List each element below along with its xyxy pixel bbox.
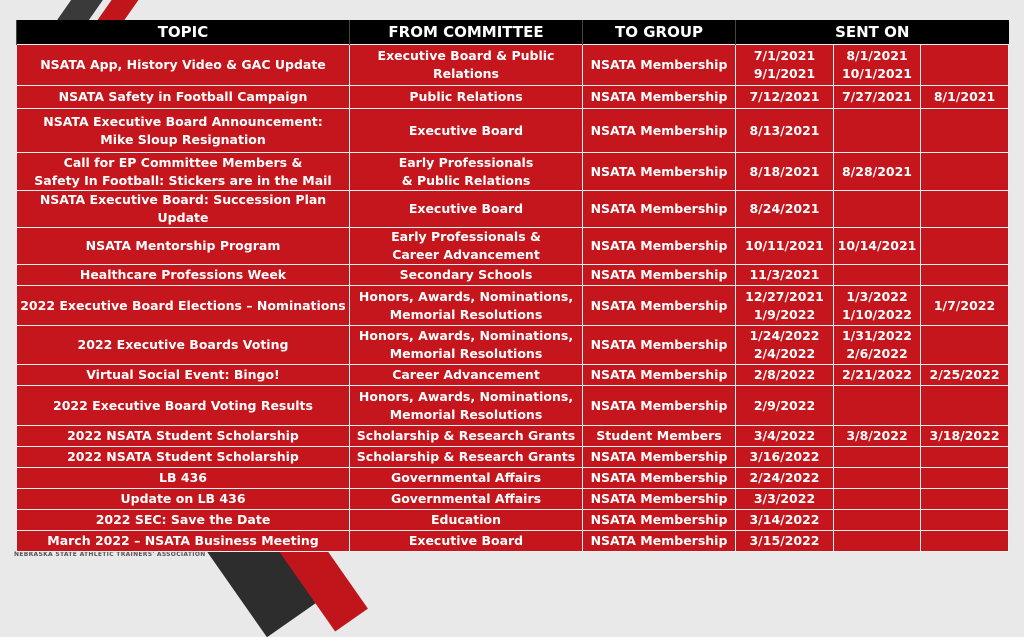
cell-sent-on-1 [736,510,834,531]
cell-to-group: NSATA Membership [583,228,736,265]
cell-to-group: NSATA Membership [583,447,736,468]
cell-sent-on-1-line: 3/14/2022 [749,512,820,527]
table-row [17,153,1009,191]
cell-sent-on-1-line: 1/24/2022 [749,328,820,343]
cell-from-committee [350,489,583,510]
cell-sent-on-2 [834,365,921,386]
table-row [17,228,1009,265]
cell-sent-on-3 [921,386,1009,426]
cell-sent-on-1-line: 2/4/2022 [753,346,816,361]
cell-sent-on-3 [921,447,1009,468]
cell-sent-on-2-line: 2/21/2022 [841,367,912,382]
table-row [17,45,1009,86]
cell-sent-on-1-line: 12/27/2021 [745,288,824,304]
cell-topic-line: Safety In Football: Stickers are in the Mail [34,172,332,188]
cell-topic [17,45,350,86]
table-row [17,86,1009,109]
cell-sent-on-2-line: 8/28/2021 [841,163,912,179]
cell-from-committee-line: Honors, Awards, Nominations, [358,288,574,304]
cell-from-committee-line: Memorial Resolutions [389,306,543,322]
cell-sent-on-2 [834,191,921,228]
cell-from-committee [350,45,583,86]
cell-sent-on-1 [736,365,834,386]
header-to-group: TO GROUP [583,20,736,45]
cell-to-group: NSATA Membership [583,86,736,109]
cell-sent-on-2-line: 1/10/2022 [841,306,912,322]
cell-sent-on-2 [834,531,921,552]
cell-sent-on-2-line: 1/3/2022 [846,288,908,304]
cell-topic-line: Healthcare Professions Week [79,267,287,282]
header-topic: TOPIC [17,20,350,45]
cell-sent-on-2 [834,286,921,326]
cell-sent-on-3 [921,365,1009,386]
cell-sent-on-3 [921,326,1009,365]
cell-to-group: NSATA Membership [583,510,736,531]
cell-from-committee-line: Memorial Resolutions [389,406,543,422]
cell-to-group: NSATA Membership [583,468,736,489]
cell-to-group: NSATA Membership [583,489,736,510]
cell-sent-on-3-line: 1/7/2022 [933,297,996,313]
cell-sent-on-2-line: 10/1/2021 [841,66,912,81]
cell-from-committee [350,326,583,365]
cell-sent-on-1-line: 2/24/2022 [749,470,820,485]
cell-sent-on-1-line: 8/13/2021 [749,122,820,138]
cell-sent-on-2 [834,228,921,265]
cell-from-committee [350,531,583,552]
cell-to-group: NSATA Membership [583,326,736,365]
table-row [17,191,1009,228]
cell-sent-on-1 [736,286,834,326]
cell-topic [17,447,350,468]
cell-topic-line: 2022 Executive Board Elections – Nominations [20,297,346,313]
cell-sent-on-3-line: 3/18/2022 [929,428,1000,443]
cell-sent-on-3 [921,109,1009,153]
cell-sent-on-1 [736,45,834,86]
cell-topic-line: NSATA Executive Board: Succession Plan Update [39,192,327,225]
cell-from-committee-line: Honors, Awards, Nominations, [358,328,574,343]
cell-sent-on-1 [736,447,834,468]
cell-topic-line: NSATA App, History Video & GAC Update [40,57,326,72]
cell-sent-on-1-line: 2/8/2022 [753,367,816,382]
table-row [17,531,1009,552]
cell-sent-on-1 [736,86,834,109]
cell-topic-line: 2022 Executive Boards Voting [77,337,289,352]
communications-schedule-table [16,20,1009,552]
cell-sent-on-3 [921,265,1009,286]
cell-sent-on-2 [834,45,921,86]
cell-from-committee-line: Career Advancement [392,367,540,382]
cell-topic [17,265,350,286]
cell-from-committee-line: Early Professionals [398,154,534,170]
table-row [17,326,1009,365]
cell-from-committee [350,365,583,386]
cell-sent-on-3 [921,468,1009,489]
cell-sent-on-1-line: 8/24/2021 [749,201,820,216]
cell-from-committee-line: Scholarship & Research Grants [356,449,576,464]
cell-from-committee [350,468,583,489]
cell-topic [17,191,350,228]
cell-topic [17,286,350,326]
cell-to-group: NSATA Membership [583,265,736,286]
table-row [17,447,1009,468]
cell-sent-on-2 [834,386,921,426]
cell-topic-line: NSATA Mentorship Program [85,238,281,253]
cell-topic-line: 2022 NSATA Student Scholarship [67,428,299,443]
cell-from-committee [350,265,583,286]
cell-to-group: NSATA Membership [583,365,736,386]
table-row [17,510,1009,531]
cell-sent-on-1 [736,531,834,552]
cell-sent-on-1-line: 11/3/2021 [749,267,820,282]
cell-sent-on-2-line: 1/31/2022 [841,328,912,343]
cell-from-committee-line: Honors, Awards, Nominations, [358,388,574,404]
cell-sent-on-2-line: 10/14/2021 [837,238,917,253]
table-row [17,365,1009,386]
cell-sent-on-3-line: 8/1/2021 [933,89,996,104]
cell-sent-on-2 [834,326,921,365]
cell-from-committee-line: Governmental Affairs [390,470,542,485]
cell-sent-on-3 [921,153,1009,191]
cell-from-committee-line: Public Relations [409,89,523,104]
cell-sent-on-1 [736,265,834,286]
header-sent-on: SENT ON [736,20,1009,45]
cell-from-committee-line: Executive Board & Public Relations [377,48,555,81]
table-row [17,468,1009,489]
table-row [17,386,1009,426]
cell-from-committee [350,286,583,326]
cell-from-committee-line: Memorial Resolutions [389,346,543,361]
cell-sent-on-1 [736,386,834,426]
cell-topic [17,228,350,265]
cell-from-committee-line: Executive Board [408,201,524,216]
cell-sent-on-2-line: 2/6/2022 [846,346,908,361]
cell-sent-on-1 [736,489,834,510]
cell-sent-on-1 [736,228,834,265]
cell-from-committee [350,153,583,191]
cell-topic-line: Mike Sloup Resignation [100,131,266,147]
cell-sent-on-3 [921,510,1009,531]
cell-sent-on-3 [921,286,1009,326]
cell-from-committee [350,86,583,109]
table-row [17,489,1009,510]
cell-topic [17,153,350,191]
cell-topic-line: 2022 Executive Board Voting Results [53,397,313,413]
cell-topic-line: Call for EP Committee Members & [63,154,303,170]
cell-sent-on-3 [921,489,1009,510]
cell-sent-on-3 [921,45,1009,86]
table-row [17,109,1009,153]
cell-from-committee [350,386,583,426]
table-row [17,265,1009,286]
cell-from-committee [350,426,583,447]
cell-from-committee [350,228,583,265]
cell-to-group: NSATA Membership [583,109,736,153]
cell-topic-line: Virtual Social Event: Bingo! [86,367,280,382]
cell-topic-line: Update on LB 436 [120,491,246,506]
cell-from-committee [350,510,583,531]
cell-sent-on-2 [834,510,921,531]
cell-from-committee-line: Education [431,512,501,527]
cell-sent-on-1-line: 1/9/2022 [753,306,816,322]
cell-sent-on-1-line: 3/4/2022 [753,428,816,443]
cell-sent-on-2 [834,86,921,109]
cell-sent-on-2 [834,153,921,191]
cell-topic-line: 2022 NSATA Student Scholarship [67,449,299,464]
cell-sent-on-2-line: 3/8/2022 [846,428,908,443]
cell-topic [17,386,350,426]
cell-from-committee-line: Secondary Schools [399,267,533,282]
cell-topic-line: LB 436 [159,470,207,485]
header-row [17,20,1009,45]
cell-sent-on-1-line: 9/1/2021 [753,66,816,81]
cell-sent-on-1-line: 3/16/2022 [749,449,820,464]
cell-sent-on-2 [834,265,921,286]
footer-brand: NEBRASKA STATE ATHLETIC TRAINERS' ASSOCIATION [14,551,206,558]
cell-from-committee-line: Career Advancement [392,247,540,262]
cell-topic [17,510,350,531]
cell-sent-on-2 [834,109,921,153]
cell-topic [17,426,350,447]
header-from-committee: FROM COMMITTEE [350,20,583,45]
cell-sent-on-1-line: 10/11/2021 [745,238,824,253]
cell-topic-line: 2022 SEC: Save the Date [95,512,271,527]
cell-sent-on-3 [921,86,1009,109]
cell-sent-on-2-line: 7/27/2021 [841,89,912,104]
cell-to-group: NSATA Membership [583,286,736,326]
cell-topic [17,365,350,386]
cell-from-committee [350,109,583,153]
cell-sent-on-1-line: 7/12/2021 [749,89,820,104]
table-row [17,286,1009,326]
cell-to-group: Student Members [583,426,736,447]
cell-from-committee [350,447,583,468]
cell-sent-on-2-line: 8/1/2021 [846,48,908,63]
cell-from-committee-line: & Public Relations [401,172,531,188]
cell-sent-on-3-line: 2/25/2022 [929,367,1000,382]
cell-to-group: NSATA Membership [583,386,736,426]
cell-to-group: NSATA Membership [583,153,736,191]
cell-sent-on-1 [736,426,834,447]
cell-sent-on-2 [834,426,921,447]
cell-sent-on-1 [736,326,834,365]
cell-sent-on-1 [736,153,834,191]
cell-from-committee-line: Governmental Affairs [390,491,542,506]
cell-from-committee-line: Early Professionals & [391,229,541,244]
cell-topic [17,531,350,552]
cell-sent-on-3 [921,531,1009,552]
cell-sent-on-1-line: 3/3/2022 [753,491,816,506]
table-row [17,426,1009,447]
cell-sent-on-1-line: 8/18/2021 [749,163,820,179]
cell-sent-on-3 [921,191,1009,228]
cell-to-group: NSATA Membership [583,45,736,86]
cell-sent-on-3 [921,426,1009,447]
cell-topic-line: March 2022 – NSATA Business Meeting [47,533,319,548]
cell-sent-on-2 [834,489,921,510]
cell-sent-on-1-line: 2/9/2022 [753,397,816,413]
cell-to-group: NSATA Membership [583,191,736,228]
cell-sent-on-1-line: 7/1/2021 [753,48,816,63]
cell-topic [17,86,350,109]
cell-from-committee-line: Executive Board [408,122,524,138]
cell-sent-on-1 [736,468,834,489]
cell-topic [17,109,350,153]
cell-sent-on-1 [736,191,834,228]
cell-from-committee-line: Scholarship & Research Grants [356,428,576,443]
cell-topic-line: NSATA Executive Board Announcement: [43,113,323,129]
cell-topic [17,489,350,510]
cell-from-committee-line: Executive Board [408,533,524,548]
cell-from-committee [350,191,583,228]
cell-topic [17,468,350,489]
cell-topic-line: NSATA Safety in Football Campaign [58,89,308,104]
cell-to-group: NSATA Membership [583,531,736,552]
cell-sent-on-1-line: 3/15/2022 [749,533,820,548]
cell-topic [17,326,350,365]
cell-sent-on-2 [834,447,921,468]
cell-sent-on-1 [736,109,834,153]
cell-sent-on-3 [921,228,1009,265]
cell-sent-on-2 [834,468,921,489]
